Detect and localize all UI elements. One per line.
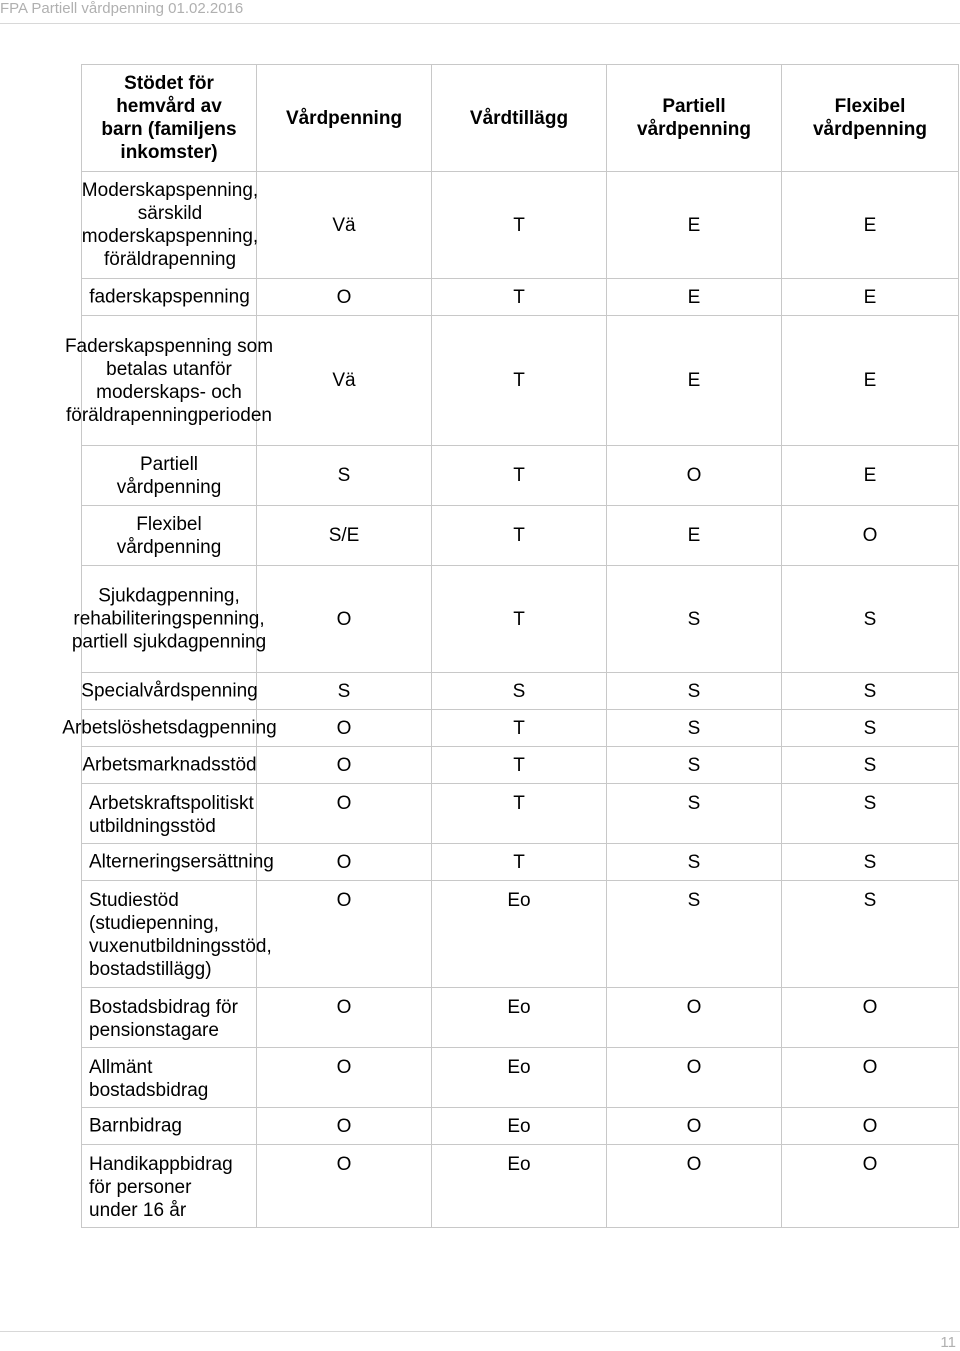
- table-row: [82, 172, 959, 279]
- value-flexibel-vardpenning: E: [782, 279, 959, 316]
- value-vardpenning: Vä: [257, 172, 432, 279]
- value-vardpenning: S: [257, 673, 432, 710]
- value-flexibel-vardpenning: S: [782, 710, 959, 747]
- value-flexibel-vardpenning: O: [782, 1108, 959, 1145]
- value-vardtillagg: T: [432, 446, 607, 506]
- value-flexibel-vardpenning: O: [782, 988, 959, 1048]
- value-vardpenning: O: [257, 784, 432, 844]
- table-row: [82, 1145, 959, 1228]
- table-row: [82, 784, 959, 844]
- value-vardpenning: O: [257, 844, 432, 881]
- row-label: Specialvårdspenning: [81, 680, 258, 702]
- value-partiell-vardpenning: O: [607, 446, 782, 506]
- row-label: Arbetsmarknadsstöd: [82, 754, 257, 776]
- footer-divider: [0, 1331, 960, 1332]
- value-vardpenning: O: [257, 566, 432, 673]
- table-header-row: [82, 65, 959, 172]
- row-label: Bostadsbidrag för pensionstagare: [89, 997, 238, 1041]
- row-label-cell: [64, 316, 274, 446]
- table-row: [82, 446, 959, 506]
- value-vardpenning: O: [257, 988, 432, 1048]
- value-partiell-vardpenning: O: [607, 1145, 782, 1228]
- value-vardpenning: Vä: [257, 316, 432, 446]
- value-vardtillagg: T: [432, 844, 607, 881]
- row-label-cell: [82, 881, 272, 988]
- value-vardtillagg: Eo: [432, 988, 607, 1048]
- value-vardtillagg: T: [432, 279, 607, 316]
- row-label: Arbetskraftspolitiskt utbildningsstöd: [89, 793, 254, 837]
- value-partiell-vardpenning: S: [607, 784, 782, 844]
- value-vardpenning: O: [257, 279, 432, 316]
- value-partiell-vardpenning: O: [607, 1108, 782, 1145]
- value-vardpenning: S/E: [257, 506, 432, 566]
- value-vardtillagg: Eo: [432, 1048, 607, 1108]
- value-vardtillagg: T: [432, 747, 607, 784]
- value-partiell-vardpenning: S: [607, 710, 782, 747]
- row-label-cell: [82, 1145, 257, 1228]
- table-row: [82, 506, 959, 566]
- value-vardtillagg: T: [432, 710, 607, 747]
- row-label-cell: [82, 172, 257, 279]
- row-label-cell: [82, 988, 257, 1048]
- row-label: Allmänt bostadsbidrag: [89, 1057, 209, 1101]
- table-row: [82, 316, 959, 446]
- header-divider: [0, 23, 960, 24]
- value-vardtillagg: Eo: [432, 881, 607, 988]
- value-partiell-vardpenning: E: [607, 279, 782, 316]
- value-partiell-vardpenning: S: [607, 673, 782, 710]
- value-flexibel-vardpenning: S: [782, 844, 959, 881]
- value-flexibel-vardpenning: O: [782, 506, 959, 566]
- value-partiell-vardpenning: E: [607, 172, 782, 279]
- value-partiell-vardpenning: S: [607, 844, 782, 881]
- value-vardpenning: O: [257, 881, 432, 988]
- row-label: Handikappbidrag för personer under 16 år: [89, 1154, 233, 1221]
- row-label: Arbetslöshetsdagpenning: [62, 717, 277, 739]
- value-flexibel-vardpenning: S: [782, 747, 959, 784]
- row-label-cell: [62, 710, 277, 747]
- table-row: [82, 710, 959, 747]
- row-label: faderskapspenning: [89, 286, 250, 308]
- row-label: Flexibel vårdpenning: [116, 513, 222, 558]
- table-row: [82, 673, 959, 710]
- document-header: FPA Partiell vårdpenning 01.02.2016: [0, 0, 244, 17]
- row-label: Moderskapspenning, särskild moderskapspenning, föräldrapenning: [81, 180, 259, 270]
- value-flexibel-vardpenning: S: [782, 881, 959, 988]
- value-vardtillagg: T: [432, 784, 607, 844]
- value-flexibel-vardpenning: E: [782, 316, 959, 446]
- row-label-cell: [82, 506, 257, 566]
- row-label: Sjukdagpenning, rehabiliteringspenning, partiell sjukdagpenning: [71, 585, 267, 653]
- value-partiell-vardpenning: O: [607, 988, 782, 1048]
- row-label-cell: [82, 446, 257, 506]
- table-row: [82, 988, 959, 1048]
- table-row: [82, 279, 959, 316]
- row-label-cell: [82, 1048, 257, 1108]
- value-vardpenning: O: [257, 747, 432, 784]
- value-flexibel-vardpenning: S: [782, 566, 959, 673]
- page-number: 11: [940, 1334, 956, 1351]
- value-vardtillagg: Eo: [432, 1145, 607, 1228]
- value-flexibel-vardpenning: E: [782, 172, 959, 279]
- value-vardtillagg: T: [432, 172, 607, 279]
- row-label-cell: [82, 1108, 257, 1145]
- value-vardpenning: O: [257, 1048, 432, 1108]
- value-partiell-vardpenning: S: [607, 881, 782, 988]
- table-row: [82, 1048, 959, 1108]
- value-vardtillagg: T: [432, 316, 607, 446]
- value-vardpenning: O: [257, 1108, 432, 1145]
- value-vardtillagg: S: [432, 673, 607, 710]
- row-label: Faderskapspenning som betalas utanför moderskaps- och föräldrapenningperioden: [64, 335, 274, 426]
- value-flexibel-vardpenning: O: [782, 1145, 959, 1228]
- value-flexibel-vardpenning: E: [782, 446, 959, 506]
- row-label-cell: [82, 844, 274, 881]
- value-partiell-vardpenning: E: [607, 506, 782, 566]
- column-header-vardpenning: Vårdpenning: [257, 65, 432, 172]
- table-row: [82, 1108, 959, 1145]
- table-row: [82, 566, 959, 673]
- column-header-flexibel-vardpenning: Flexibel vårdpenning: [782, 65, 959, 172]
- row-label: Alterneringsersättning: [89, 851, 274, 873]
- column-header-partiell-vardpenning: Partiell vårdpenning: [607, 65, 782, 172]
- row-label-cell: [82, 673, 257, 710]
- column-header-benefit: Stödet för hemvård av barn (familjens inkomster): [82, 65, 257, 172]
- table-row: [82, 881, 959, 988]
- value-flexibel-vardpenning: O: [782, 1048, 959, 1108]
- value-partiell-vardpenning: O: [607, 1048, 782, 1108]
- value-vardtillagg: Eo: [432, 1108, 607, 1145]
- value-vardpenning: O: [257, 1145, 432, 1228]
- value-vardpenning: O: [257, 710, 432, 747]
- row-label: Partiell vårdpenning: [116, 453, 222, 498]
- table-row: [82, 747, 959, 784]
- value-vardpenning: S: [257, 446, 432, 506]
- value-partiell-vardpenning: S: [607, 566, 782, 673]
- row-label: Barnbidrag: [89, 1115, 182, 1137]
- value-partiell-vardpenning: E: [607, 316, 782, 446]
- row-label-cell: [82, 784, 257, 844]
- row-label-cell: [71, 566, 267, 673]
- row-label-cell: [82, 747, 257, 784]
- column-header-vardtillagg: Vårdtillägg: [432, 65, 607, 172]
- table-row: [82, 844, 959, 881]
- value-flexibel-vardpenning: S: [782, 784, 959, 844]
- row-label: Studiestöd (studiepenning, vuxenutbildningsstöd, bostadstillägg): [89, 890, 272, 980]
- row-label-cell: [82, 279, 257, 316]
- value-flexibel-vardpenning: S: [782, 673, 959, 710]
- benefit-compatibility-table: [62, 64, 959, 1228]
- value-vardtillagg: T: [432, 566, 607, 673]
- value-partiell-vardpenning: S: [607, 747, 782, 784]
- value-vardtillagg: T: [432, 506, 607, 566]
